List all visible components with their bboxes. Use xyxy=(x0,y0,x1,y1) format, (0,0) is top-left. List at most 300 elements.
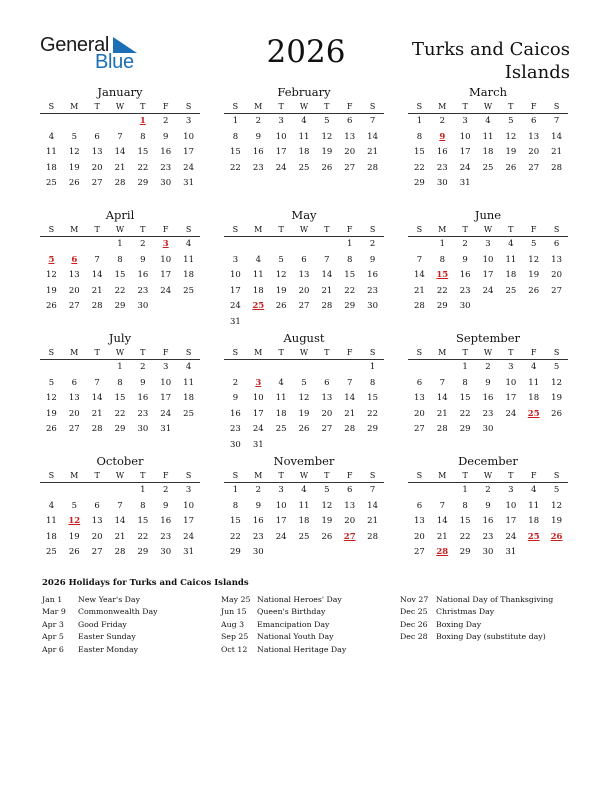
empty-cell xyxy=(408,237,431,253)
day: 14 xyxy=(114,516,126,526)
day: 15 xyxy=(459,516,471,526)
day: 27 xyxy=(321,424,333,434)
holiday-column xyxy=(42,594,158,656)
day: 4 xyxy=(185,362,192,372)
month-october xyxy=(40,454,200,561)
holiday-row xyxy=(42,594,158,606)
holiday-date: May 25 xyxy=(221,595,251,604)
weekday-label: W xyxy=(299,225,309,234)
day: 21 xyxy=(321,285,333,296)
day: 3 xyxy=(185,485,192,495)
day: 2 xyxy=(140,362,146,372)
weekday-label: T xyxy=(278,348,284,357)
holiday-row xyxy=(400,619,553,631)
day: 22 xyxy=(459,531,471,542)
day: 14 xyxy=(344,393,356,403)
day: 22 xyxy=(114,285,126,296)
empty-cell xyxy=(224,237,247,253)
day: 19 xyxy=(551,516,562,526)
weekday-label: W xyxy=(115,102,125,111)
empty-cell xyxy=(40,114,63,130)
holiday-name: Easter Monday xyxy=(78,644,139,654)
day: 18 xyxy=(528,393,540,403)
weekday-label: S xyxy=(553,348,560,357)
day: 17 xyxy=(482,270,494,280)
day: 2 xyxy=(163,116,169,126)
day: 11 xyxy=(482,131,494,142)
weekday-label: M xyxy=(254,471,263,480)
day: 7 xyxy=(553,116,560,126)
holiday-day: 25 xyxy=(527,408,540,419)
day: 3 xyxy=(163,362,169,372)
day: 21 xyxy=(114,531,126,542)
day: 17 xyxy=(275,147,287,157)
day: 13 xyxy=(414,393,425,403)
day: 31 xyxy=(183,547,194,557)
holiday-row xyxy=(400,631,553,643)
day: 4 xyxy=(301,116,307,126)
day: 22 xyxy=(137,162,149,173)
weekday-label: S xyxy=(185,348,192,357)
day: 20 xyxy=(414,531,425,542)
weekday-label: T xyxy=(140,348,146,357)
day: 27 xyxy=(91,547,103,557)
day: 25 xyxy=(46,178,57,188)
day: 6 xyxy=(71,377,77,388)
day: 29 xyxy=(230,547,241,557)
day: 30 xyxy=(252,547,264,557)
weekday-header xyxy=(40,223,200,237)
day: 24 xyxy=(482,285,494,296)
month-title: February xyxy=(277,85,331,99)
day: 26 xyxy=(321,162,333,173)
weekday-label: T xyxy=(462,348,468,357)
day: 31 xyxy=(505,547,517,557)
holiday-name: Boxing Day (substitute day) xyxy=(436,632,546,642)
month-title: October xyxy=(96,454,144,468)
day: 6 xyxy=(347,116,353,126)
weekday-label: S xyxy=(48,102,55,111)
holiday-day: 9 xyxy=(439,131,446,142)
holiday-day: 28 xyxy=(436,547,449,557)
day: 5 xyxy=(553,362,560,372)
day: 11 xyxy=(505,254,517,265)
empty-cell xyxy=(109,483,132,499)
weekday-label: M xyxy=(70,225,79,234)
day: 11 xyxy=(528,500,540,511)
weekday-label: W xyxy=(115,471,125,480)
holiday-name: Christmas Day xyxy=(436,607,495,617)
day: 2 xyxy=(255,485,261,495)
day: 6 xyxy=(94,500,100,511)
day-grid xyxy=(408,360,568,438)
day: 29 xyxy=(414,178,425,188)
day: 7 xyxy=(416,254,423,265)
logo xyxy=(40,34,140,74)
day: 19 xyxy=(551,393,562,403)
day: 28 xyxy=(114,178,126,188)
day: 20 xyxy=(528,147,540,157)
day: 13 xyxy=(528,131,540,142)
country-name xyxy=(350,38,570,84)
day: 29 xyxy=(114,301,126,311)
empty-cell xyxy=(63,237,86,253)
day: 3 xyxy=(232,254,239,265)
day: 6 xyxy=(324,377,330,388)
weekday-label: S xyxy=(416,348,423,357)
weekday-label: W xyxy=(115,225,125,234)
holiday-row xyxy=(42,644,158,656)
day: 4 xyxy=(301,485,307,495)
day: 22 xyxy=(137,531,149,542)
day: 17 xyxy=(275,516,287,526)
day: 24 xyxy=(459,162,471,173)
day: 23 xyxy=(230,424,241,434)
empty-cell xyxy=(270,237,293,253)
day: 9 xyxy=(485,377,491,388)
day: 18 xyxy=(46,162,57,173)
day: 19 xyxy=(46,285,57,296)
day: 14 xyxy=(91,393,103,403)
day: 16 xyxy=(252,516,264,526)
empty-cell xyxy=(63,114,86,130)
day: 11 xyxy=(183,254,194,265)
holiday-date: Mar 9 xyxy=(42,607,66,617)
day: 3 xyxy=(508,485,514,495)
day: 15 xyxy=(230,516,241,526)
weekday-label: S xyxy=(553,225,560,234)
weekday-label: M xyxy=(438,102,447,111)
weekday-label: W xyxy=(299,471,309,480)
day: 8 xyxy=(416,131,423,142)
day: 29 xyxy=(114,424,126,434)
day: 18 xyxy=(482,147,494,157)
day: 11 xyxy=(298,500,310,511)
day: 22 xyxy=(436,285,448,296)
day: 29 xyxy=(137,178,149,188)
day: 1 xyxy=(347,239,353,249)
day: 6 xyxy=(531,116,537,126)
day: 2 xyxy=(485,362,491,372)
day: 20 xyxy=(91,162,103,173)
day: 5 xyxy=(71,131,77,142)
day: 16 xyxy=(482,393,494,403)
month-july xyxy=(40,331,200,438)
weekday-label: F xyxy=(346,471,353,480)
day: 9 xyxy=(485,500,491,511)
weekday-label: W xyxy=(483,471,493,480)
empty-cell xyxy=(63,483,86,499)
day: 13 xyxy=(551,254,562,265)
weekday-label: S xyxy=(185,102,192,111)
holiday-day: 3 xyxy=(255,377,262,388)
holiday-day: 26 xyxy=(550,531,563,542)
day: 23 xyxy=(252,162,264,173)
day: 27 xyxy=(414,424,425,434)
day: 29 xyxy=(344,301,356,311)
day: 8 xyxy=(232,131,239,142)
day: 27 xyxy=(68,424,80,434)
day: 23 xyxy=(459,285,471,296)
day: 26 xyxy=(505,162,517,173)
day: 10 xyxy=(459,131,471,142)
weekday-label: M xyxy=(438,471,447,480)
month-title: September xyxy=(455,331,521,345)
holiday-row xyxy=(221,631,346,643)
holiday-date: Apr 6 xyxy=(42,644,64,654)
day: 1 xyxy=(117,239,123,249)
day: 22 xyxy=(459,408,471,419)
day: 16 xyxy=(252,147,264,157)
day: 30 xyxy=(137,301,149,311)
weekday-header xyxy=(408,346,568,360)
weekday-label: T xyxy=(140,225,146,234)
day: 25 xyxy=(505,285,517,296)
day: 3 xyxy=(485,239,491,249)
weekday-header xyxy=(408,469,568,483)
day: 29 xyxy=(436,301,448,311)
day: 30 xyxy=(482,424,494,434)
holiday-date: Nov 27 xyxy=(400,595,429,604)
empty-cell xyxy=(86,483,109,499)
day: 28 xyxy=(367,531,378,542)
day: 7 xyxy=(439,500,445,511)
day: 17 xyxy=(183,516,194,526)
day: 26 xyxy=(275,301,287,311)
day: 13 xyxy=(91,147,103,157)
day: 24 xyxy=(505,531,517,542)
weekday-header xyxy=(40,346,200,360)
day: 1 xyxy=(416,116,423,126)
day: 26 xyxy=(321,531,333,542)
holiday-row xyxy=(42,606,158,618)
empty-cell xyxy=(86,114,109,130)
day: 9 xyxy=(232,393,239,403)
day: 22 xyxy=(414,162,425,173)
day-grid xyxy=(40,114,200,192)
day: 18 xyxy=(275,408,287,419)
holiday-column xyxy=(400,594,553,644)
weekday-label: T xyxy=(324,471,330,480)
day: 30 xyxy=(459,301,471,311)
day-grid xyxy=(408,237,568,315)
day: 28 xyxy=(367,162,378,173)
day: 4 xyxy=(278,377,284,388)
day: 26 xyxy=(298,424,310,434)
month-march xyxy=(408,85,568,192)
day: 9 xyxy=(462,254,468,265)
day: 18 xyxy=(298,147,310,157)
day: 7 xyxy=(94,377,100,388)
weekday-label: W xyxy=(483,348,493,357)
day: 24 xyxy=(160,408,172,419)
holiday-date: Jan 1 xyxy=(42,595,63,604)
day: 8 xyxy=(140,500,146,511)
holiday-row xyxy=(42,631,158,643)
day: 19 xyxy=(321,516,333,526)
day: 12 xyxy=(275,270,287,280)
day: 9 xyxy=(140,377,146,388)
holiday-row xyxy=(221,606,346,618)
day: 5 xyxy=(324,116,330,126)
month-title: November xyxy=(273,454,335,468)
weekday-label: S xyxy=(48,471,55,480)
day: 20 xyxy=(91,531,103,542)
weekday-label: S xyxy=(369,471,376,480)
weekday-label: S xyxy=(416,471,423,480)
day: 24 xyxy=(230,301,241,311)
day: 8 xyxy=(462,377,468,388)
holiday-day: 27 xyxy=(343,531,356,542)
day: 6 xyxy=(416,500,423,511)
day: 16 xyxy=(367,270,378,280)
day: 6 xyxy=(347,485,353,495)
weekday-label: W xyxy=(299,348,309,357)
day: 28 xyxy=(91,424,103,434)
day: 15 xyxy=(459,393,471,403)
day: 30 xyxy=(137,424,149,434)
day: 7 xyxy=(117,500,123,511)
day: 4 xyxy=(508,239,514,249)
holiday-name: National Youth Day xyxy=(257,632,334,642)
holiday-date: Apr 5 xyxy=(42,632,64,642)
day: 19 xyxy=(275,285,287,296)
weekday-label: F xyxy=(346,102,353,111)
day: 17 xyxy=(160,270,172,280)
weekday-label: S xyxy=(232,471,239,480)
day: 30 xyxy=(367,301,378,311)
day: 4 xyxy=(48,131,55,142)
empty-cell xyxy=(315,360,338,376)
weekday-label: F xyxy=(530,225,537,234)
month-january xyxy=(40,85,200,192)
weekday-label: F xyxy=(162,102,169,111)
day: 2 xyxy=(439,116,445,126)
weekday-label: T xyxy=(140,471,146,480)
day: 5 xyxy=(508,116,514,126)
month-august xyxy=(224,331,384,453)
day: 26 xyxy=(68,547,80,557)
day: 21 xyxy=(551,147,562,157)
day: 25 xyxy=(482,162,494,173)
day: 8 xyxy=(439,254,445,265)
weekday-label: W xyxy=(115,348,125,357)
holiday-date: Apr 3 xyxy=(42,619,64,629)
day: 12 xyxy=(68,147,80,157)
day: 24 xyxy=(275,162,287,173)
day: 16 xyxy=(230,408,241,419)
day: 20 xyxy=(321,408,333,419)
day: 29 xyxy=(459,547,471,557)
day: 16 xyxy=(137,270,149,280)
holiday-date: Dec 26 xyxy=(400,619,428,629)
day: 26 xyxy=(551,408,562,419)
day-grid xyxy=(224,237,384,330)
day: 19 xyxy=(528,270,540,280)
holiday-name: National Heritage Day xyxy=(257,644,347,654)
weekday-header xyxy=(224,223,384,237)
day: 25 xyxy=(46,547,57,557)
day: 16 xyxy=(160,516,172,526)
day: 20 xyxy=(344,147,356,157)
day: 1 xyxy=(439,239,445,249)
day: 23 xyxy=(252,531,264,542)
weekday-label: M xyxy=(254,225,263,234)
weekday-label: W xyxy=(483,225,493,234)
day: 19 xyxy=(321,147,333,157)
day: 2 xyxy=(369,239,376,249)
day: 18 xyxy=(183,393,194,403)
day: 19 xyxy=(68,162,80,173)
day: 4 xyxy=(485,116,491,126)
day: 3 xyxy=(462,116,468,126)
month-title: January xyxy=(97,85,143,99)
weekday-label: T xyxy=(324,102,330,111)
day: 12 xyxy=(321,131,333,142)
day: 9 xyxy=(255,500,261,511)
holiday-day: 12 xyxy=(68,516,81,526)
day: 14 xyxy=(436,393,448,403)
empty-cell xyxy=(408,360,431,376)
day: 10 xyxy=(482,254,494,265)
holiday-day: 3 xyxy=(162,239,169,249)
day: 20 xyxy=(551,270,562,280)
weekday-label: S xyxy=(232,102,239,111)
day: 28 xyxy=(321,301,333,311)
holiday-day: 25 xyxy=(252,301,265,311)
day: 22 xyxy=(230,531,241,542)
day: 1 xyxy=(232,116,239,126)
day: 18 xyxy=(505,270,517,280)
day: 27 xyxy=(68,301,80,311)
holiday-day: 5 xyxy=(48,254,55,265)
holiday-date: Dec 25 xyxy=(400,607,428,617)
day: 19 xyxy=(68,531,80,542)
day: 9 xyxy=(163,500,169,511)
holiday-date: Dec 28 xyxy=(400,632,428,642)
empty-cell xyxy=(431,360,454,376)
day: 2 xyxy=(255,116,261,126)
day-grid xyxy=(40,483,200,561)
day: 17 xyxy=(505,393,517,403)
holiday-name: National Day of Thanksgiving xyxy=(436,595,554,604)
day: 23 xyxy=(160,531,172,542)
day: 15 xyxy=(414,147,425,157)
day: 22 xyxy=(230,162,241,173)
day: 21 xyxy=(436,531,448,542)
day: 4 xyxy=(48,500,55,511)
day: 30 xyxy=(482,547,494,557)
day: 25 xyxy=(183,285,194,296)
day: 15 xyxy=(114,270,126,280)
day: 13 xyxy=(68,393,80,403)
day: 18 xyxy=(252,285,264,296)
month-april xyxy=(40,208,200,315)
holiday-row xyxy=(400,594,553,606)
month-title: July xyxy=(108,331,132,345)
weekday-label: M xyxy=(70,471,79,480)
day: 15 xyxy=(137,516,149,526)
empty-cell xyxy=(293,237,316,253)
day: 8 xyxy=(369,377,376,388)
day: 4 xyxy=(185,239,192,249)
day: 15 xyxy=(137,147,149,157)
day: 26 xyxy=(528,285,540,296)
day: 21 xyxy=(414,285,425,296)
holiday-name: Boxing Day xyxy=(436,619,482,629)
month-title: June xyxy=(474,208,502,222)
day: 3 xyxy=(185,116,192,126)
